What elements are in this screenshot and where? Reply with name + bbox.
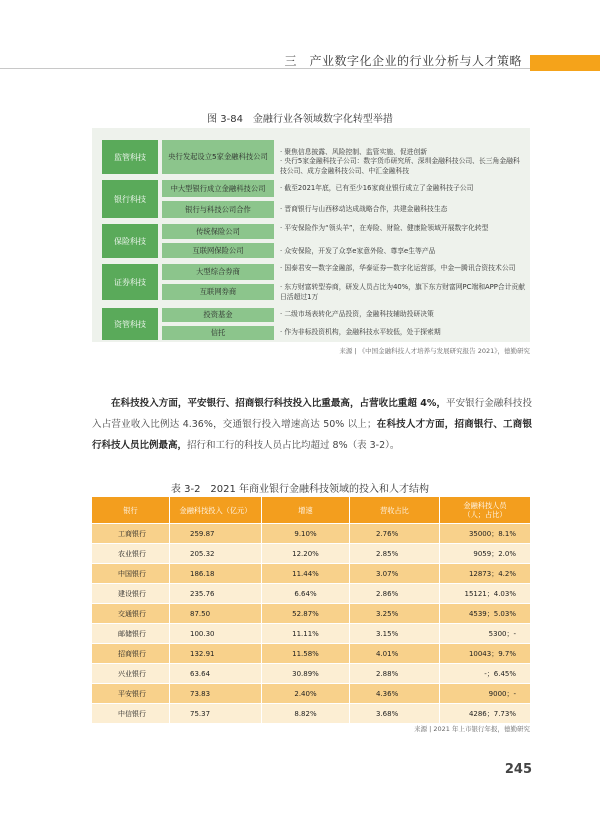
table-cell: 3.15% xyxy=(350,624,440,643)
sub-item: 传统保险公司 xyxy=(162,224,274,239)
table-cell: 11.58% xyxy=(262,644,350,663)
page-number: 245 xyxy=(504,762,532,777)
description: · 众安保险，开发了众享e家意外险、尊享e生等产品 xyxy=(280,247,436,255)
table-cell: 中国银行 xyxy=(92,564,170,583)
sub-item: 互联网券商 xyxy=(162,284,274,300)
table-cell: 132.91 xyxy=(170,644,262,663)
table-cell: 2.85% xyxy=(350,544,440,563)
table-cell: 6.64% xyxy=(262,584,350,603)
table-cell: 12873；4.2% xyxy=(468,569,516,578)
table-row xyxy=(92,523,530,543)
table-cell: 交通银行 xyxy=(92,604,170,623)
category-banktech: 银行科技 xyxy=(102,180,158,218)
table-cell: 招商银行 xyxy=(92,644,170,663)
body-paragraph xyxy=(92,393,532,456)
table-cell: 5300；- xyxy=(488,629,516,638)
table-cell: 建设银行 xyxy=(92,584,170,603)
sub-item: 投资基金 xyxy=(162,308,274,322)
body-text: 平安银行金融科技投入占营业收入比例达 4.36%，交通银行投入增速高达 50% 以上； xyxy=(92,398,532,430)
page-header xyxy=(0,0,600,76)
category-insurtech: 保险科技 xyxy=(102,224,158,258)
column-header: 金融科技人员 （人；占比） xyxy=(463,501,507,519)
table-caption: 表 3-2 2021 年商业银行金融科技领域的投入和人才结构 xyxy=(170,484,430,495)
table-cell: 11.11% xyxy=(262,624,350,643)
table-cell: 205.32 xyxy=(170,544,262,563)
column-header: 增速 xyxy=(262,497,350,523)
table-cell: 3.07% xyxy=(350,564,440,583)
sub-item: 中大型银行成立金融科技公司 xyxy=(162,180,274,197)
table-header xyxy=(92,497,530,523)
figure-source: 来源 | 《中国金融科技人才培养与发展研究报告 2021》，德勤研究 xyxy=(339,347,530,355)
description: · 东方财富转型券商，研发人员占比为40%，旗下东方财富网PC端和APP合计贡献日活超过1万 xyxy=(280,283,526,301)
table-cell: 邮储银行 xyxy=(92,624,170,643)
table-cell: 农业银行 xyxy=(92,544,170,563)
table-row xyxy=(92,663,530,683)
table-cell: 235.76 xyxy=(170,584,262,603)
table-cell: 11.44% xyxy=(262,564,350,583)
table-row xyxy=(92,563,530,583)
table-row xyxy=(92,543,530,563)
table-cell: 9059；2.0% xyxy=(473,549,516,558)
table-cell: 30.89% xyxy=(262,664,350,683)
column-header: 银行 xyxy=(92,497,170,523)
category-assetmgmttech: 资管科技 xyxy=(102,308,158,340)
category-regtech: 监管科技 xyxy=(102,140,158,174)
table-cell: 2.86% xyxy=(350,584,440,603)
table-row xyxy=(92,683,530,703)
description: · 二级市场表转化产品投资，金融科技辅助投研决策 xyxy=(280,310,434,318)
description: · 国泰君安—数字金融部，华泰证券—数字化运营部，中金—腾讯合资技术公司 xyxy=(280,264,516,272)
sub-item: 信托 xyxy=(162,326,274,340)
table-row xyxy=(92,583,530,603)
table-cell: 12.20% xyxy=(262,544,350,563)
table-cell: 259.87 xyxy=(170,524,262,543)
table-cell: 2.40% xyxy=(262,684,350,703)
bold-text: 在科技投入方面，平安银行、招商银行科技投入比重最高，占营收比重超 4%， xyxy=(111,398,447,409)
description xyxy=(280,138,526,186)
sub-item: 大型综合券商 xyxy=(162,264,274,280)
table-cell: 52.87% xyxy=(262,604,350,623)
table-cell: 87.50 xyxy=(170,604,262,623)
chapter-title: 三 产业数字化企业的行业分析与人才策略 xyxy=(284,54,522,68)
table-cell: 3.25% xyxy=(350,604,440,623)
table-cell: 4286；7.73% xyxy=(468,709,516,718)
table-cell: -；6.45% xyxy=(484,669,516,678)
sub-item: 央行发起设立5家金融科技公司 xyxy=(162,140,274,174)
table-cell: 4.01% xyxy=(350,644,440,663)
table-cell: 4539；5.03% xyxy=(468,609,516,618)
figure-diagram xyxy=(92,128,530,342)
table-source: 来源 | 2021 年上市银行年报，德勤研究 xyxy=(414,725,530,733)
table-cell: 兴业银行 xyxy=(92,664,170,683)
bold-text: 在科技人才方面，招商银行、工商银行科技人员比例最高， xyxy=(92,419,532,451)
table-body xyxy=(92,523,530,723)
figure-caption: 图 3-84 金融行业各领域数字化转型举措 xyxy=(207,114,393,125)
sub-item: 银行与科技公司合作 xyxy=(162,201,274,218)
table-cell: 8.82% xyxy=(262,704,350,723)
table-cell: 工商银行 xyxy=(92,524,170,543)
header-divider xyxy=(0,68,530,69)
column-header: 营收占比 xyxy=(350,497,440,523)
description: · 作为非标投资机构，金融科技水平较低，处于探索期 xyxy=(280,328,441,336)
header-accent-bar xyxy=(530,55,600,71)
description-text: · 聚焦信息披露、风险控制、监管实施、促进创新 · 央行5家金融科技子公司：数字货币研究所、深圳金融科技公司、长三角金融科技公司、成方金融科技公司、中汇金融科技 xyxy=(280,147,520,175)
data-table xyxy=(92,497,530,723)
table-row xyxy=(92,703,530,723)
table-cell: 100.30 xyxy=(170,624,262,643)
sub-item: 互联网保险公司 xyxy=(162,243,274,258)
table-cell: 9.10% xyxy=(262,524,350,543)
table-cell: 2.76% xyxy=(350,524,440,543)
table-cell: 4.36% xyxy=(350,684,440,703)
table-cell: 75.37 xyxy=(170,704,262,723)
table-cell: 平安银行 xyxy=(92,684,170,703)
table-cell: 10043；9.7% xyxy=(468,649,516,658)
table-cell: 63.64 xyxy=(170,664,262,683)
table-cell: 9000；- xyxy=(488,689,516,698)
table-row xyxy=(92,603,530,623)
body-text: 招行和工行的科技人员占比均超过 8%（表 3-2）。 xyxy=(187,440,400,451)
table-cell: 186.18 xyxy=(170,564,262,583)
table-cell: 中信银行 xyxy=(92,704,170,723)
description: · 截至2021年底，已有至少16家商业银行成立了金融科技子公司 xyxy=(280,184,474,192)
description: · 平安保险作为“领头羊”，在寿险、财险、健康险领域开展数字化转型 xyxy=(280,224,489,232)
table-row xyxy=(92,623,530,643)
table-cell: 15121；4.03% xyxy=(464,589,516,598)
column-header: 金融科技投入（亿元） xyxy=(170,497,262,523)
table-cell: 35000；8.1% xyxy=(468,529,516,538)
description: · 晋商银行与山西移动达成战略合作，共建金融科技生态 xyxy=(280,205,448,213)
table-row xyxy=(92,643,530,663)
category-securitiestech: 证券科技 xyxy=(102,264,158,300)
table-cell: 3.68% xyxy=(350,704,440,723)
table-cell: 2.88% xyxy=(350,664,440,683)
table-cell: 73.83 xyxy=(170,684,262,703)
